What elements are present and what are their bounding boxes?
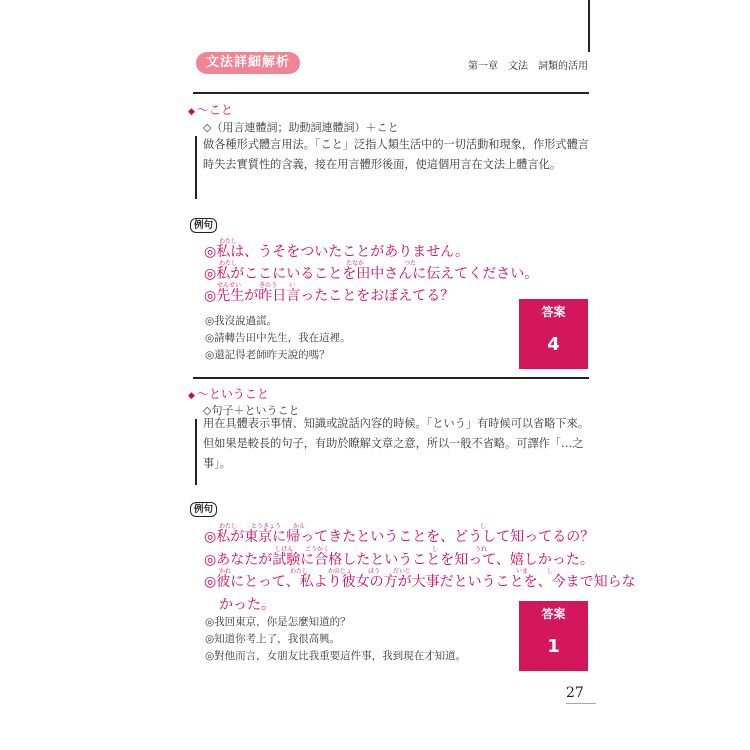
- diamond-icon: ◆: [188, 107, 195, 117]
- top-divider-line: [588, 0, 590, 52]
- translation: ◎知道你考上了，我很高興。: [205, 633, 341, 645]
- translation: ◎請轉告田中先生，我在這裡。: [205, 332, 351, 344]
- furigana: つた: [404, 260, 417, 267]
- section-2-formula: ◇句子＋ということ: [203, 404, 300, 417]
- page-number-underline: [566, 703, 596, 704]
- chapter-heading: 第一章 文法 詞類的活用: [468, 61, 588, 72]
- section-1-explanation: 做各種形式體言用法。「こと」泛指人類生活中的一切活動和現象，作形式體言時失去實質性的含義，接在用言體形後面，使這個用言在文法上體言化。: [203, 138, 589, 171]
- answer-label: 答案: [541, 607, 566, 621]
- section-2-example-label: 例句: [190, 502, 217, 517]
- translation-list: [205, 313, 351, 364]
- example-sentence: ◎先生が昨日言ったことをおぼえてる？: [204, 288, 455, 304]
- example-sentence: ◎あなたが試験に合格したということを知って、嬉しかった。: [204, 552, 594, 568]
- section-2-title: ◆ ～ということ: [188, 387, 269, 401]
- furigana: わたし: [219, 523, 238, 530]
- furigana: し: [432, 546, 439, 553]
- section-rule-2: [193, 377, 589, 379]
- section-rule-1: [193, 92, 589, 94]
- furigana: きのう: [259, 282, 278, 289]
- translation: ◎我沒說過謊。: [205, 315, 278, 327]
- header-title-pill: 文法詳細解析: [196, 52, 300, 74]
- example-sentence: ◎彼にとって、私より彼女の方が大事だということを、今まで知らな: [204, 574, 636, 590]
- section-2-side-bar: [195, 419, 197, 485]
- example-sentence: かった。: [219, 597, 275, 613]
- section-1-side-bar: [195, 136, 197, 199]
- furigana: うれ: [475, 546, 488, 553]
- furigana: ごうかく: [305, 546, 330, 553]
- furigana: ほう: [368, 568, 381, 575]
- furigana: し: [547, 568, 554, 575]
- translation: ◎還記得老師昨天說的嗎？: [205, 349, 330, 361]
- furigana: かのじょ: [328, 568, 353, 575]
- page-number: 27: [566, 685, 584, 701]
- furigana: せんせい: [217, 282, 242, 289]
- section-1-title: ◆ ～こと: [188, 103, 233, 117]
- translation: ◎對他而言，女朋友比我重要這件事，我到現在才知道。: [205, 650, 467, 662]
- furigana: し: [480, 523, 487, 530]
- furigana: いま: [516, 568, 529, 575]
- furigana: わたし: [219, 238, 238, 245]
- example-sentence: ◎私が東京に帰ってきたということを、どうして知ってるの？: [204, 529, 595, 545]
- translation: ◎我回東京，你是怎麼知道的？: [205, 616, 351, 628]
- furigana: しけん: [275, 546, 294, 553]
- furigana: かれ: [219, 568, 232, 575]
- furigana: わたし: [290, 568, 309, 575]
- example-sentence: ◎私は、うそをついたことがありません。: [204, 244, 470, 260]
- answer-box-1: [519, 299, 588, 369]
- furigana: たなか: [346, 260, 365, 267]
- diamond-icon: ◆: [188, 391, 195, 401]
- section-2-explanation: 用在具體表示事情、知識或說話內容的時候。「という」有時候可以省略下來。但如果是較長的句子，有助於瞭解文章之意，所以一般不省略。可譯作「…之事」。: [203, 417, 589, 470]
- example-sentence: ◎私がここにいることを田中さんに伝えてください。: [204, 266, 539, 282]
- furigana: い: [289, 282, 296, 289]
- section-1-example-label: 例句: [190, 218, 217, 233]
- answer-number: 1: [547, 636, 560, 657]
- section-1-formula: ◇（用言連體詞；助動詞連體詞）＋こと: [203, 121, 399, 134]
- answer-box-2: [519, 601, 588, 671]
- furigana: とうきょう: [251, 523, 282, 530]
- translation-list: [205, 614, 466, 665]
- answer-label: 答案: [541, 305, 566, 319]
- answer-number: 4: [547, 334, 560, 355]
- furigana: わたし: [219, 260, 238, 267]
- furigana: だいじ: [393, 568, 412, 575]
- furigana: かえ: [293, 523, 306, 530]
